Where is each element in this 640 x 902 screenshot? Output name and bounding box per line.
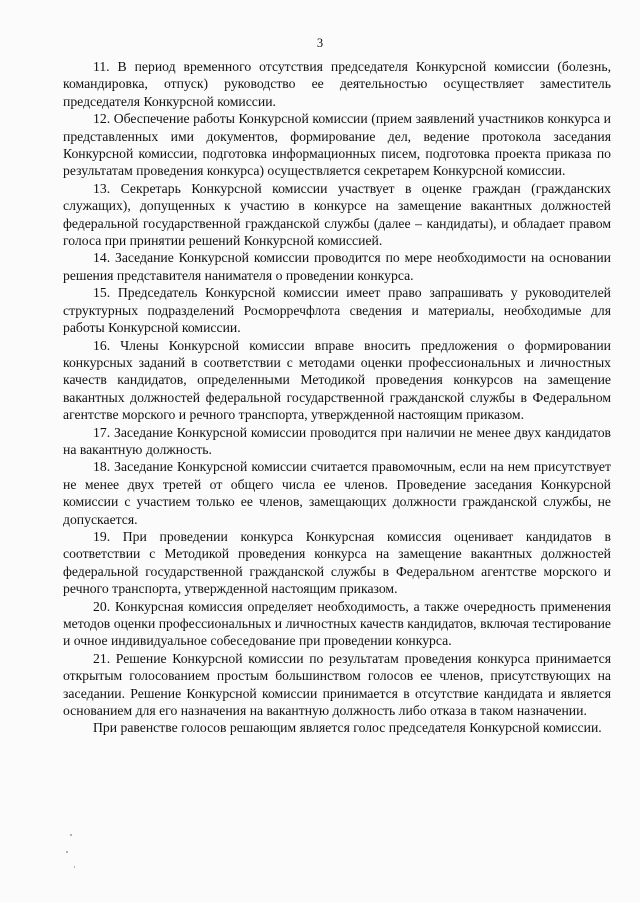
scan-speck <box>70 834 72 836</box>
paragraph-11: 11. В период временного отсутствия председателя Конкурсной комиссии (болезнь, командировка, отпуск) руководство ее деятельностью осуществляет заместитель председателя Конкурсной комиссии. <box>63 59 611 109</box>
paragraph-tie-vote: При равенстве голосов решающим является голос председателя Конкурсной комиссии. <box>93 720 602 736</box>
paragraph-15: 15. Председатель Конкурсной комиссии имеет право запрашивать у руководителей структурных подразделений Росморречфлота сведения и материалы, необходимые для работы Конкурсной комиссии. <box>63 285 611 336</box>
paragraph-14: 14. Заседание Конкурсной комиссии проводится по мере необходимости на основании решения представителя нанимателя о проведении конкурса. <box>63 250 611 283</box>
paragraph-18: 18. Заседание Конкурсной комиссии считается правомочным, если на нем присутствует не менее двух третей от общего числа ее членов. Проведение заседания Конкурсной комиссии с участием только ее членов, замещающих должности гражданской службы, не допускается. <box>63 459 611 527</box>
paragraph-12: 12. Обеспечение работы Конкурсной комиссии (прием заявлений участников конкурса и представленных ими документов, формирование дел, ведение протокола заседания Конкурсной комиссии, подготовка информационных писем, подготовка проекта приказа по результатам проведения конкурса) осуществляется секретарем Конкурсной комиссии. <box>63 111 611 179</box>
paragraph-13: 13. Секретарь Конкурсной комиссии участвует в оценке граждан (гражданских служащих), допущенных к участию в конкурсе на замещение вакантных должностей федеральной государственной гражданской службы (далее – кандидаты), и обладает правом голоса при принятии решений Конкурсной комиссией. <box>63 180 611 249</box>
paragraph-21: 21. Решение Конкурсной комиссии по результатам проведения конкурса принимается открытым голосованием простым большинством голосов ее членов, присутствующих на заседании. Решение Конкурсной комиссии принимается в отсутствие кандидата и является основанием для его назначения на вакантную должность либо отказа в таком назначении. <box>63 650 611 719</box>
paragraph-16: 16. Члены Конкурсной комиссии вправе вносить предложения о формировании конкурсных заданий в соответствии с методами оценки профессиональных и личностных качеств кандидатов, определенными Методикой проведения конкурсов на замещение вакантных должностей федеральной государственной гражданской службы в Федеральном агентстве морского и речного транспорта, утвержденной настоящим приказом. <box>63 337 611 423</box>
paragraph-17: 17. Заседание Конкурсной комиссии проводится при наличии не менее двух кандидатов на вакантную должность. <box>63 424 611 457</box>
paragraph-19: 19. При проведении конкурса Конкурсная комиссия оценивает кандидатов в соответствии с Методикой проведения конкурса на замещение вакантных должностей федеральной государственной гражданской службы в Федеральном агентстве морского и речного транспорта, утвержденной настоящим приказом. <box>63 528 611 597</box>
paragraph-20: 20. Конкурсная комиссия определяет необходимость, а также очередность применения методов оценки профессиональных и личностных качеств кандидатов, включая тестирование и очное индивидуальное собеседование при проведении конкурса. <box>63 598 611 649</box>
scan-speck <box>66 851 68 853</box>
document-body <box>63 58 611 737</box>
page-number: 3 <box>316 36 324 50</box>
scan-speck <box>74 866 75 868</box>
